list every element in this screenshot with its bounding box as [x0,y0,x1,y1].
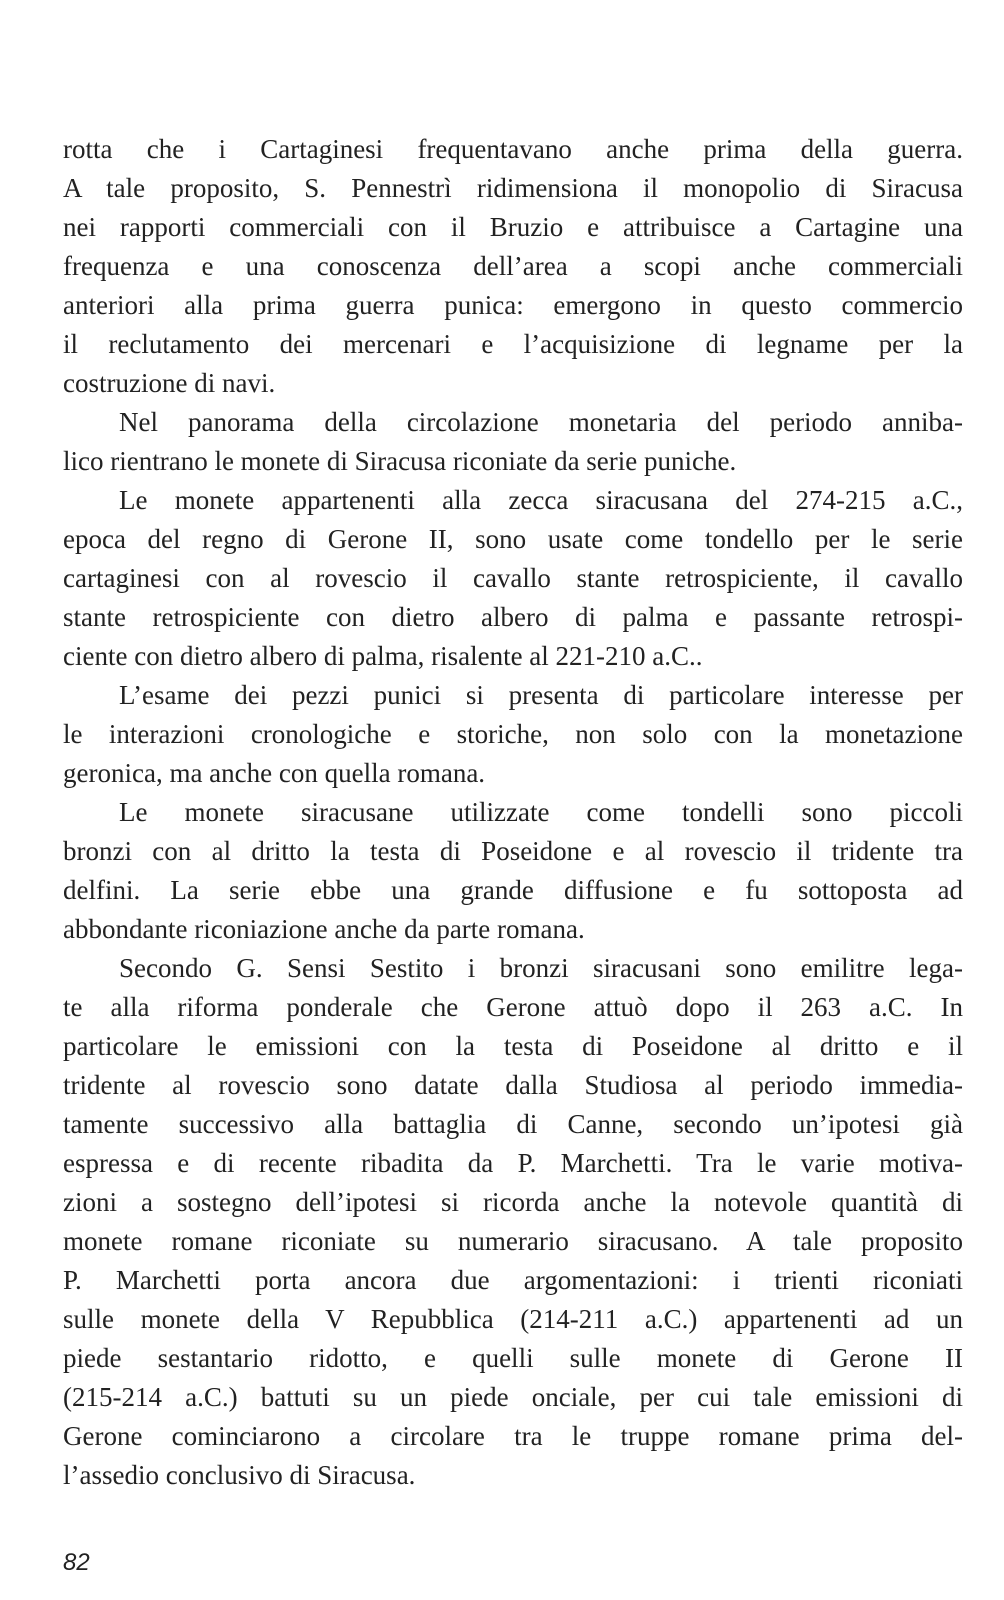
text-line: costruzione di navi. [63,368,276,398]
text-line: piede sestantario ridotto, e quelli sulle monete di Gerone II [63,1343,963,1373]
text-line: te alla riforma ponderale che Gerone attuò dopo il 263 a.C. In [63,992,963,1022]
text-line: Gerone cominciarono a circolare tra le truppe romane prima del- [63,1421,963,1451]
text-line: nei rapporti commerciali con il Bruzio e attribuisce a Cartagine una [63,212,963,242]
text-line: rotta che i Cartaginesi frequentavano anche prima della guerra. [63,134,963,164]
text-line: cartaginesi con al rovescio il cavallo stante retrospiciente, il cavallo [63,563,963,593]
text-line: Le monete appartenenti alla zecca siracusana del 274-215 a.C., [119,485,963,515]
text-line: stante retrospiciente con dietro albero di palma e passante retrospi- [63,602,963,632]
text-line: il reclutamento dei mercenari e l’acquisizione di legname per la [63,329,963,359]
text-line: bronzi con al dritto la testa di Poseidone e al rovescio il tridente tra [63,836,963,866]
text-line: L’esame dei pezzi punici si presenta di particolare interesse per [119,680,963,710]
text-line: lico rientrano le monete di Siracusa riconiate da serie puniche. [63,446,737,476]
page-number: 82 [63,1549,90,1576]
text-line: epoca del regno di Gerone II, sono usate come tondello per le serie [63,524,963,554]
text-line: espressa e di recente ribadita da P. Marchetti. Tra le varie motiva- [63,1148,963,1178]
text-line: A tale proposito, S. Pennestrì ridimensiona il monopolio di Siracusa [63,173,963,203]
text-line: zioni a sostegno dell’ipotesi si ricorda anche la notevole quantità di [63,1187,963,1217]
text-line: anteriori alla prima guerra punica: emergono in questo commercio [63,290,963,320]
text-line: geronica, ma anche con quella romana. [63,758,486,788]
text-line: Secondo G. Sensi Sestito i bronzi siracusani sono emilitre lega- [119,953,963,983]
text-line: l’assedio conclusivo di Siracusa. [63,1460,416,1490]
text-line: tamente successivo alla battaglia di Canne, secondo un’ipotesi già [63,1109,963,1139]
text-line: particolare le emissioni con la testa di Poseidone al dritto e il [63,1031,963,1061]
text-line: le interazioni cronologiche e storiche, non solo con la monetazione [63,719,963,749]
text-line: sulle monete della V Repubblica (214-211 a.C.) appartenenti ad un [63,1304,963,1334]
text-line: frequenza e una conoscenza dell’area a scopi anche commerciali [63,251,963,281]
text-line: P. Marchetti porta ancora due argomentazioni: i trienti riconiati [63,1265,963,1295]
text-line: delfini. La serie ebbe una grande diffusione e fu sottoposta ad [63,875,963,905]
text-line: monete romane riconiate su numerario siracusano. A tale proposito [63,1226,963,1256]
text-line: Le monete siracusane utilizzate come tondelli sono piccoli [119,797,963,827]
text-line: tridente al rovescio sono datate dalla Studiosa al periodo immedia- [63,1070,963,1100]
text-line: ciente con dietro albero di palma, risalente al 221-210 a.C.. [63,641,703,671]
text-line: (215-214 a.C.) battuti su un piede onciale, per cui tale emissioni di [63,1382,963,1412]
text-line: Nel panorama della circolazione monetaria del periodo anniba- [119,407,963,437]
text-line: abbondante riconiazione anche da parte romana. [63,914,585,944]
